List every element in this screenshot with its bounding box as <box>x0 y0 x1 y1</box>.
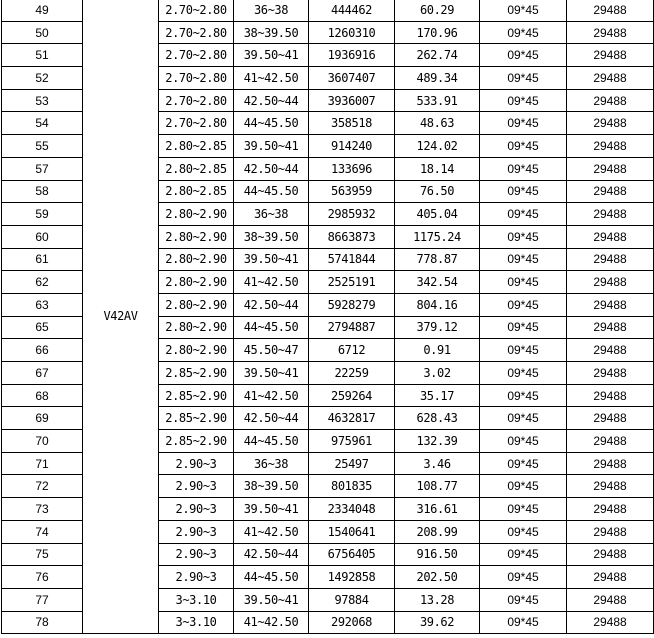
spec-code-cell: 09*45 <box>480 225 567 248</box>
price-cell: 29488 <box>567 384 654 407</box>
width-range-cell: 42.50~44 <box>234 543 309 566</box>
spec-code-cell: 09*45 <box>480 293 567 316</box>
row-number-cell: 66 <box>2 339 83 362</box>
width-range-cell: 39.50~41 <box>234 135 309 158</box>
width-range-cell: 42.50~44 <box>234 157 309 180</box>
spec-code-cell: 09*45 <box>480 611 567 634</box>
width-range-cell: 44~45.50 <box>234 112 309 135</box>
width-range-cell: 38~39.50 <box>234 21 309 44</box>
row-number-cell: 63 <box>2 293 83 316</box>
weight-cell: 170.96 <box>395 21 480 44</box>
spec-code-cell: 09*45 <box>480 89 567 112</box>
thickness-range-cell: 2.80~2.85 <box>159 180 234 203</box>
thickness-range-cell: 2.80~2.90 <box>159 271 234 294</box>
quantity-cell: 2334048 <box>309 498 395 521</box>
spec-code-cell: 09*45 <box>480 407 567 430</box>
row-number-cell: 49 <box>2 0 83 21</box>
width-range-cell: 41~42.50 <box>234 271 309 294</box>
row-number-cell: 52 <box>2 67 83 90</box>
quantity-cell: 444462 <box>309 0 395 21</box>
thickness-range-cell: 2.80~2.90 <box>159 316 234 339</box>
quantity-cell: 563959 <box>309 180 395 203</box>
thickness-range-cell: 3~3.10 <box>159 588 234 611</box>
row-number-cell: 53 <box>2 89 83 112</box>
spec-code-cell: 09*45 <box>480 452 567 475</box>
weight-cell: 35.17 <box>395 384 480 407</box>
spec-code-cell: 09*45 <box>480 112 567 135</box>
quantity-cell: 5928279 <box>309 293 395 316</box>
width-range-cell: 39.50~41 <box>234 44 309 67</box>
price-cell: 29488 <box>567 44 654 67</box>
quantity-cell: 801835 <box>309 475 395 498</box>
weight-cell: 1175.24 <box>395 225 480 248</box>
spec-code-cell: 09*45 <box>480 430 567 453</box>
thickness-range-cell: 2.85~2.90 <box>159 430 234 453</box>
thickness-range-cell: 2.80~2.90 <box>159 225 234 248</box>
thickness-range-cell: 2.70~2.80 <box>159 89 234 112</box>
data-table <box>1 0 654 634</box>
spec-code-cell: 09*45 <box>480 316 567 339</box>
spec-code-cell: 09*45 <box>480 498 567 521</box>
weight-cell: 405.04 <box>395 203 480 226</box>
width-range-cell: 36~38 <box>234 452 309 475</box>
weight-cell: 628.43 <box>395 407 480 430</box>
thickness-range-cell: 2.70~2.80 <box>159 44 234 67</box>
quantity-cell: 97884 <box>309 588 395 611</box>
thickness-range-cell: 3~3.10 <box>159 611 234 634</box>
width-range-cell: 44~45.50 <box>234 566 309 589</box>
price-cell: 29488 <box>567 498 654 521</box>
row-number-cell: 60 <box>2 225 83 248</box>
price-cell: 29488 <box>567 248 654 271</box>
width-range-cell: 39.50~41 <box>234 362 309 385</box>
row-number-cell: 69 <box>2 407 83 430</box>
width-range-cell: 45.50~47 <box>234 339 309 362</box>
price-cell: 29488 <box>567 475 654 498</box>
weight-cell: 76.50 <box>395 180 480 203</box>
width-range-cell: 38~39.50 <box>234 475 309 498</box>
price-cell: 29488 <box>567 225 654 248</box>
row-number-cell: 76 <box>2 566 83 589</box>
price-cell: 29488 <box>567 112 654 135</box>
width-range-cell: 44~45.50 <box>234 180 309 203</box>
quantity-cell: 6712 <box>309 339 395 362</box>
price-cell: 29488 <box>567 0 654 21</box>
weight-cell: 48.63 <box>395 112 480 135</box>
price-cell: 29488 <box>567 611 654 634</box>
thickness-range-cell: 2.90~3 <box>159 498 234 521</box>
price-cell: 29488 <box>567 316 654 339</box>
weight-cell: 489.34 <box>395 67 480 90</box>
spec-code-cell: 09*45 <box>480 248 567 271</box>
row-number-cell: 55 <box>2 135 83 158</box>
row-number-cell: 75 <box>2 543 83 566</box>
thickness-range-cell: 2.85~2.90 <box>159 407 234 430</box>
row-number-cell: 78 <box>2 611 83 634</box>
spec-code-cell: 09*45 <box>480 271 567 294</box>
quantity-cell: 22259 <box>309 362 395 385</box>
quantity-cell: 2985932 <box>309 203 395 226</box>
thickness-range-cell: 2.80~2.90 <box>159 339 234 362</box>
thickness-range-cell: 2.90~3 <box>159 452 234 475</box>
weight-cell: 0.91 <box>395 339 480 362</box>
width-range-cell: 42.50~44 <box>234 407 309 430</box>
price-cell: 29488 <box>567 293 654 316</box>
price-cell: 29488 <box>567 520 654 543</box>
quantity-cell: 975961 <box>309 430 395 453</box>
weight-cell: 208.99 <box>395 520 480 543</box>
quantity-cell: 292068 <box>309 611 395 634</box>
row-number-cell: 74 <box>2 520 83 543</box>
weight-cell: 533.91 <box>395 89 480 112</box>
quantity-cell: 3936007 <box>309 89 395 112</box>
spec-code-cell: 09*45 <box>480 135 567 158</box>
price-cell: 29488 <box>567 67 654 90</box>
thickness-range-cell: 2.80~2.90 <box>159 293 234 316</box>
spec-code-cell: 09*45 <box>480 384 567 407</box>
row-number-cell: 73 <box>2 498 83 521</box>
price-cell: 29488 <box>567 135 654 158</box>
spec-code-cell: 09*45 <box>480 520 567 543</box>
spec-code-cell: 09*45 <box>480 566 567 589</box>
width-range-cell: 39.50~41 <box>234 248 309 271</box>
thickness-range-cell: 2.70~2.80 <box>159 0 234 21</box>
thickness-range-cell: 2.90~3 <box>159 543 234 566</box>
thickness-range-cell: 2.90~3 <box>159 520 234 543</box>
weight-cell: 316.61 <box>395 498 480 521</box>
thickness-range-cell: 2.80~2.85 <box>159 157 234 180</box>
quantity-cell: 4632817 <box>309 407 395 430</box>
thickness-range-cell: 2.70~2.80 <box>159 67 234 90</box>
width-range-cell: 42.50~44 <box>234 89 309 112</box>
width-range-cell: 44~45.50 <box>234 316 309 339</box>
row-number-cell: 77 <box>2 588 83 611</box>
quantity-cell: 358518 <box>309 112 395 135</box>
weight-cell: 13.28 <box>395 588 480 611</box>
weight-cell: 39.62 <box>395 611 480 634</box>
width-range-cell: 42.50~44 <box>234 293 309 316</box>
table-row <box>2 0 654 21</box>
spec-code-cell: 09*45 <box>480 362 567 385</box>
spec-code-cell: 09*45 <box>480 180 567 203</box>
thickness-range-cell: 2.85~2.90 <box>159 362 234 385</box>
quantity-cell: 1260310 <box>309 21 395 44</box>
spec-code-cell: 09*45 <box>480 543 567 566</box>
row-number-cell: 61 <box>2 248 83 271</box>
weight-cell: 342.54 <box>395 271 480 294</box>
price-cell: 29488 <box>567 89 654 112</box>
model-cell: V42AV <box>83 0 159 634</box>
quantity-cell: 2794887 <box>309 316 395 339</box>
row-number-cell: 70 <box>2 430 83 453</box>
spec-code-cell: 09*45 <box>480 21 567 44</box>
weight-cell: 916.50 <box>395 543 480 566</box>
width-range-cell: 41~42.50 <box>234 611 309 634</box>
thickness-range-cell: 2.70~2.80 <box>159 112 234 135</box>
spec-code-cell: 09*45 <box>480 475 567 498</box>
quantity-cell: 25497 <box>309 452 395 475</box>
weight-cell: 3.46 <box>395 452 480 475</box>
row-number-cell: 67 <box>2 362 83 385</box>
row-number-cell: 71 <box>2 452 83 475</box>
row-number-cell: 54 <box>2 112 83 135</box>
quantity-cell: 2525191 <box>309 271 395 294</box>
weight-cell: 60.29 <box>395 0 480 21</box>
quantity-cell: 259264 <box>309 384 395 407</box>
weight-cell: 379.12 <box>395 316 480 339</box>
spec-code-cell: 09*45 <box>480 0 567 21</box>
row-number-cell: 58 <box>2 180 83 203</box>
quantity-cell: 1540641 <box>309 520 395 543</box>
thickness-range-cell: 2.80~2.85 <box>159 135 234 158</box>
price-cell: 29488 <box>567 588 654 611</box>
price-cell: 29488 <box>567 339 654 362</box>
width-range-cell: 44~45.50 <box>234 430 309 453</box>
thickness-range-cell: 2.90~3 <box>159 475 234 498</box>
price-cell: 29488 <box>567 180 654 203</box>
row-number-cell: 72 <box>2 475 83 498</box>
width-range-cell: 39.50~41 <box>234 498 309 521</box>
row-number-cell: 59 <box>2 203 83 226</box>
weight-cell: 804.16 <box>395 293 480 316</box>
weight-cell: 132.39 <box>395 430 480 453</box>
quantity-cell: 1492858 <box>309 566 395 589</box>
spec-code-cell: 09*45 <box>480 339 567 362</box>
price-cell: 29488 <box>567 566 654 589</box>
thickness-range-cell: 2.80~2.90 <box>159 248 234 271</box>
price-cell: 29488 <box>567 452 654 475</box>
price-cell: 29488 <box>567 203 654 226</box>
width-range-cell: 38~39.50 <box>234 225 309 248</box>
thickness-range-cell: 2.70~2.80 <box>159 21 234 44</box>
weight-cell: 124.02 <box>395 135 480 158</box>
thickness-range-cell: 2.85~2.90 <box>159 384 234 407</box>
quantity-cell: 8663873 <box>309 225 395 248</box>
price-cell: 29488 <box>567 430 654 453</box>
quantity-cell: 1936916 <box>309 44 395 67</box>
quantity-cell: 133696 <box>309 157 395 180</box>
spec-code-cell: 09*45 <box>480 203 567 226</box>
thickness-range-cell: 2.80~2.90 <box>159 203 234 226</box>
width-range-cell: 41~42.50 <box>234 520 309 543</box>
weight-cell: 3.02 <box>395 362 480 385</box>
weight-cell: 262.74 <box>395 44 480 67</box>
price-cell: 29488 <box>567 157 654 180</box>
spec-code-cell: 09*45 <box>480 588 567 611</box>
width-range-cell: 36~38 <box>234 0 309 21</box>
row-number-cell: 50 <box>2 21 83 44</box>
row-number-cell: 62 <box>2 271 83 294</box>
spec-code-cell: 09*45 <box>480 44 567 67</box>
thickness-range-cell: 2.90~3 <box>159 566 234 589</box>
weight-cell: 108.77 <box>395 475 480 498</box>
price-cell: 29488 <box>567 543 654 566</box>
price-cell: 29488 <box>567 271 654 294</box>
spec-code-cell: 09*45 <box>480 157 567 180</box>
weight-cell: 778.87 <box>395 248 480 271</box>
row-number-cell: 65 <box>2 316 83 339</box>
price-cell: 29488 <box>567 362 654 385</box>
row-number-cell: 51 <box>2 44 83 67</box>
row-number-cell: 57 <box>2 157 83 180</box>
spec-code-cell: 09*45 <box>480 67 567 90</box>
quantity-cell: 3607407 <box>309 67 395 90</box>
quantity-cell: 6756405 <box>309 543 395 566</box>
width-range-cell: 41~42.50 <box>234 67 309 90</box>
quantity-cell: 5741844 <box>309 248 395 271</box>
width-range-cell: 36~38 <box>234 203 309 226</box>
width-range-cell: 39.50~41 <box>234 588 309 611</box>
table-body <box>2 0 654 634</box>
weight-cell: 18.14 <box>395 157 480 180</box>
price-cell: 29488 <box>567 21 654 44</box>
weight-cell: 202.50 <box>395 566 480 589</box>
row-number-cell: 68 <box>2 384 83 407</box>
quantity-cell: 914240 <box>309 135 395 158</box>
width-range-cell: 41~42.50 <box>234 384 309 407</box>
price-cell: 29488 <box>567 407 654 430</box>
